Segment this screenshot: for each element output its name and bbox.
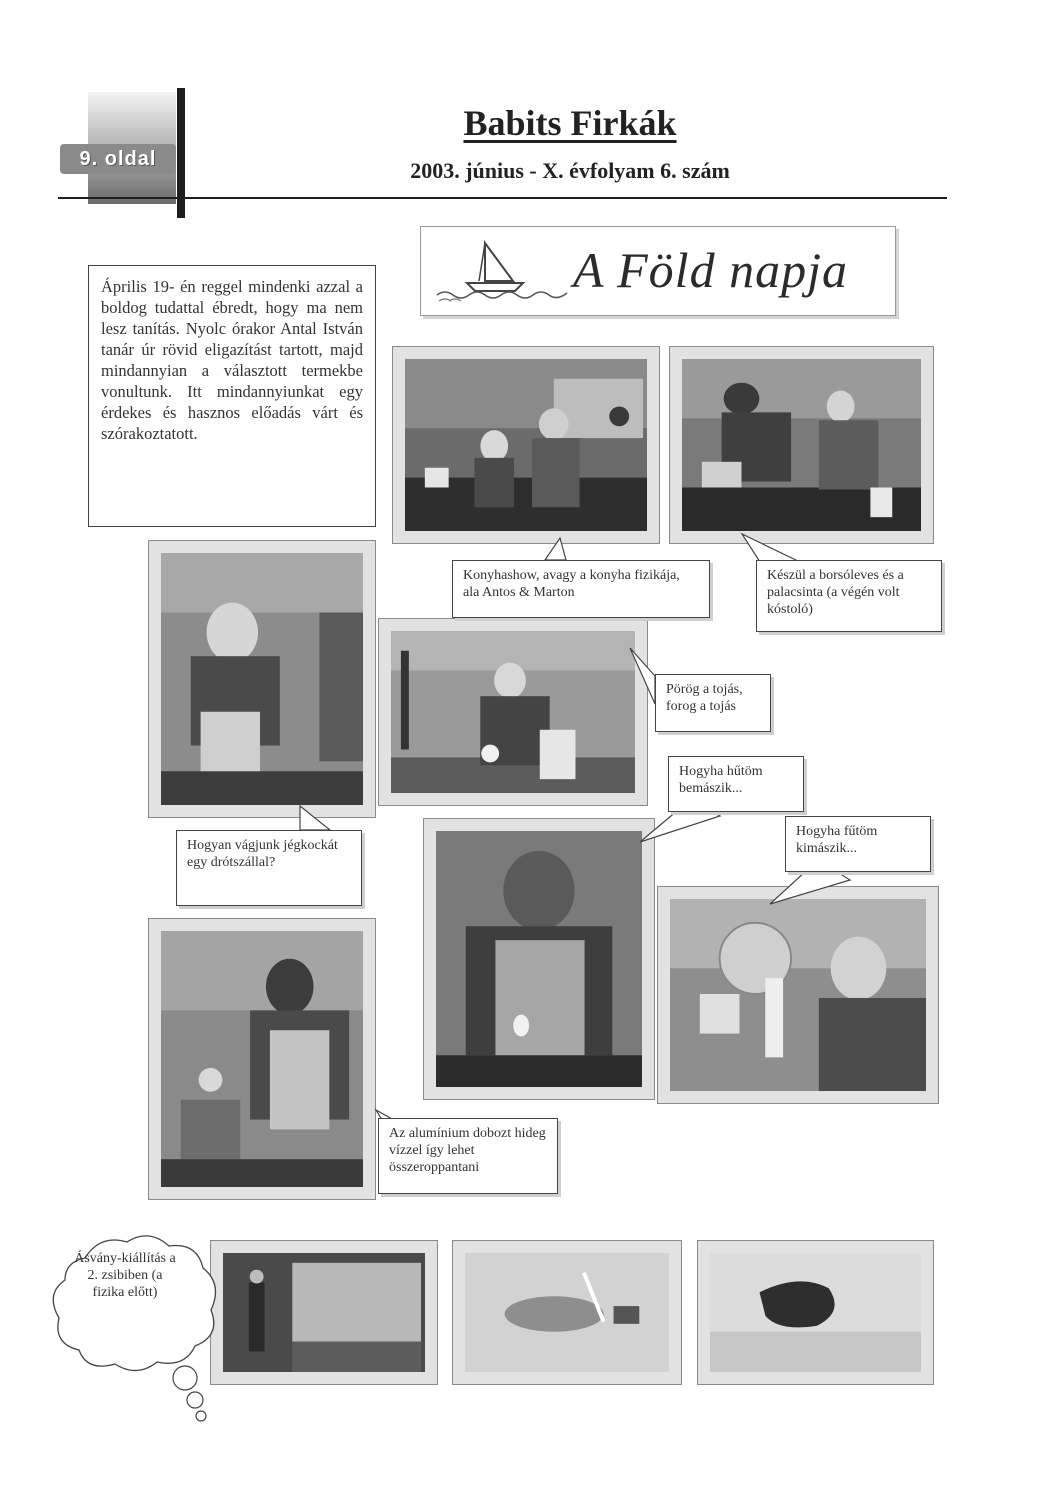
- caption-futom: [785, 816, 931, 872]
- page-number-label: 9. oldal: [60, 144, 176, 174]
- caption-tojas: [655, 674, 771, 732]
- caption-text: Hogyan vágjunk jégkockát egy drótszállal?: [187, 838, 338, 870]
- caption-text: Készül a borsóleves és a palacsinta (a végén volt kóstoló): [767, 568, 904, 617]
- caption-jegkocka: [176, 830, 362, 906]
- caption-text: Konyhashow, avagy a konyha fizikája, ala Antos & Marton: [463, 568, 680, 600]
- caption-text: Hogyha fűtöm kimászik...: [796, 824, 878, 856]
- masthead-title: Babits Firkák: [463, 103, 677, 143]
- caption-hutom: [668, 756, 804, 812]
- caption-konyhashow: [452, 560, 710, 618]
- intro-paragraph: Április 19- én reggel mindenki azzal a boldog tudattal ébredt, hogy ma nem lesz tanítás. Nyolc órakor Antal István tanár úr rövid eligazítást tartott, majd mindannyian a választott termekbe vonultunk. Itt mindannyiunkat egy érdekes és hasznos előadás várt és szórakoztatott.: [101, 277, 363, 443]
- caption-borsoleves: [756, 560, 942, 632]
- article-title: A Föld napja: [573, 242, 848, 298]
- caption-text: Pörög a tojás, forog a tojás: [666, 682, 743, 714]
- issue-line: 2003. június - X. évfolyam 6. szám: [410, 158, 730, 183]
- caption-text: Az alumínium dobozt hideg vízzel így lehet összeroppantani: [389, 1126, 546, 1175]
- caption-aluminium: [378, 1118, 558, 1194]
- caption-asvany: Ásvány-kiállítás a 2. zsibiben (a fizika előtt): [74, 1251, 176, 1300]
- caption-text: Hogyha hűtöm bemászik...: [679, 764, 763, 796]
